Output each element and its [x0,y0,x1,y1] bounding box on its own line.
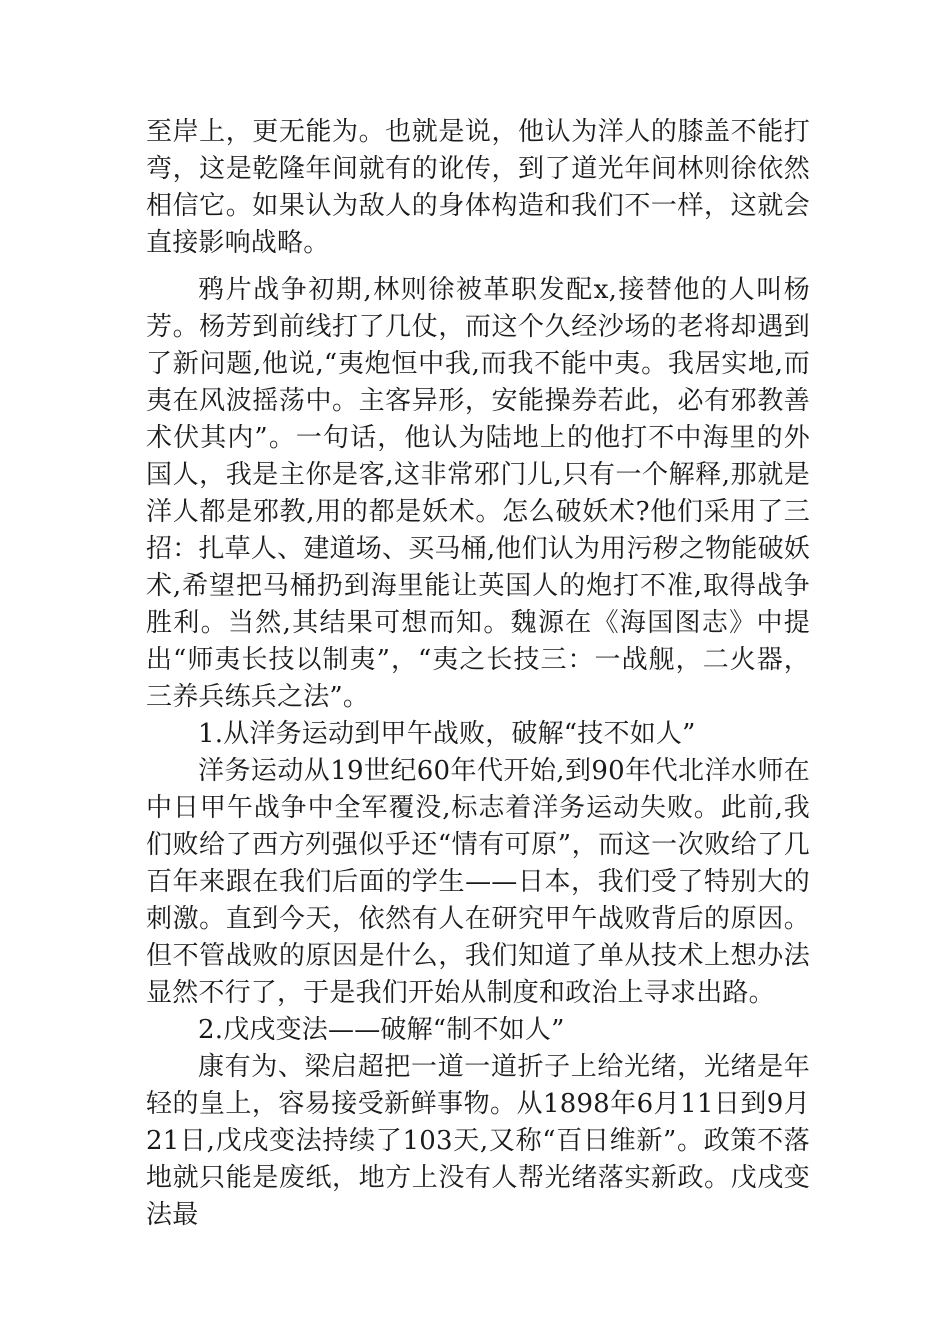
paragraph-4: 康有为、梁启超把一道一道折子上给光绪，光绪是年轻的皇上，容易接受新鲜事物。从1898年6月11日到9月21日,戊戌变法持续了103天,又称“百日维新”。政策不落地就只能是废纸，地方上没有人帮光绪落实新政。戊戌变法最 [146,1052,810,1230]
document-body [146,114,810,1234]
paragraph-1: 至岸上，更无能为。也就是说，他认为洋人的膝盖不能打弯，这是乾隆年间就有的讹传，到了道光年间林则徐依然相信它。如果认为敌人的身体构造和我们不一样，这就会直接影响战略。 [146,117,810,258]
section-heading-2: 2.戊戌变法——破解“制不如人” [198,1015,565,1045]
section-heading-1: 1.从洋务运动到甲午战败，破解“技不如人” [198,719,696,749]
paragraph-2: 鸦片战争初期,林则徐被革职发配x,接替他的人叫杨芳。杨芳到前线打了几仗，而这个久经沙场的老将却遇到了新问题,他说,“夷炮恒中我,而我不能中夷。我居实地,而夷在风波摇荡中。主客异形，安能操券若此，必有邪教善术伏其内”。一句话，他认为陆地上的他打不中海里的外国人，我是主你是客,这非常邪门儿,只有一个解释,那就是洋人都是邪教,用的都是妖术。怎么破妖术?他们采用了三招：扎草人、建道场、买马桶,他们认为用污秽之物能破妖术,希望把马桶扔到海里能让英国人的炮打不准,取得战争胜利。当然,其结果可想而知。魏源在《海国图志》中提出“师夷长技以制夷”，“夷之长技三：一战舰，二火器，三养兵练兵之法”。 [146,275,810,712]
paragraph-3: 洋务运动从19世纪60年代开始,到90年代北洋水师在中日甲午战争中全军覆没,标志着洋务运动失败。此前,我们败给了西方列强似乎还“情有可原”，而这一次败给了几百年来跟在我们后面的学生——日本，我们受了特别大的刺激。直到今天，依然有人在研究甲午战败背后的原因。但不管战败的原因是什么，我们知道了单从技术上想办法显然不行了，于是我们开始从制度和政治上寻求出路。 [146,756,810,1008]
